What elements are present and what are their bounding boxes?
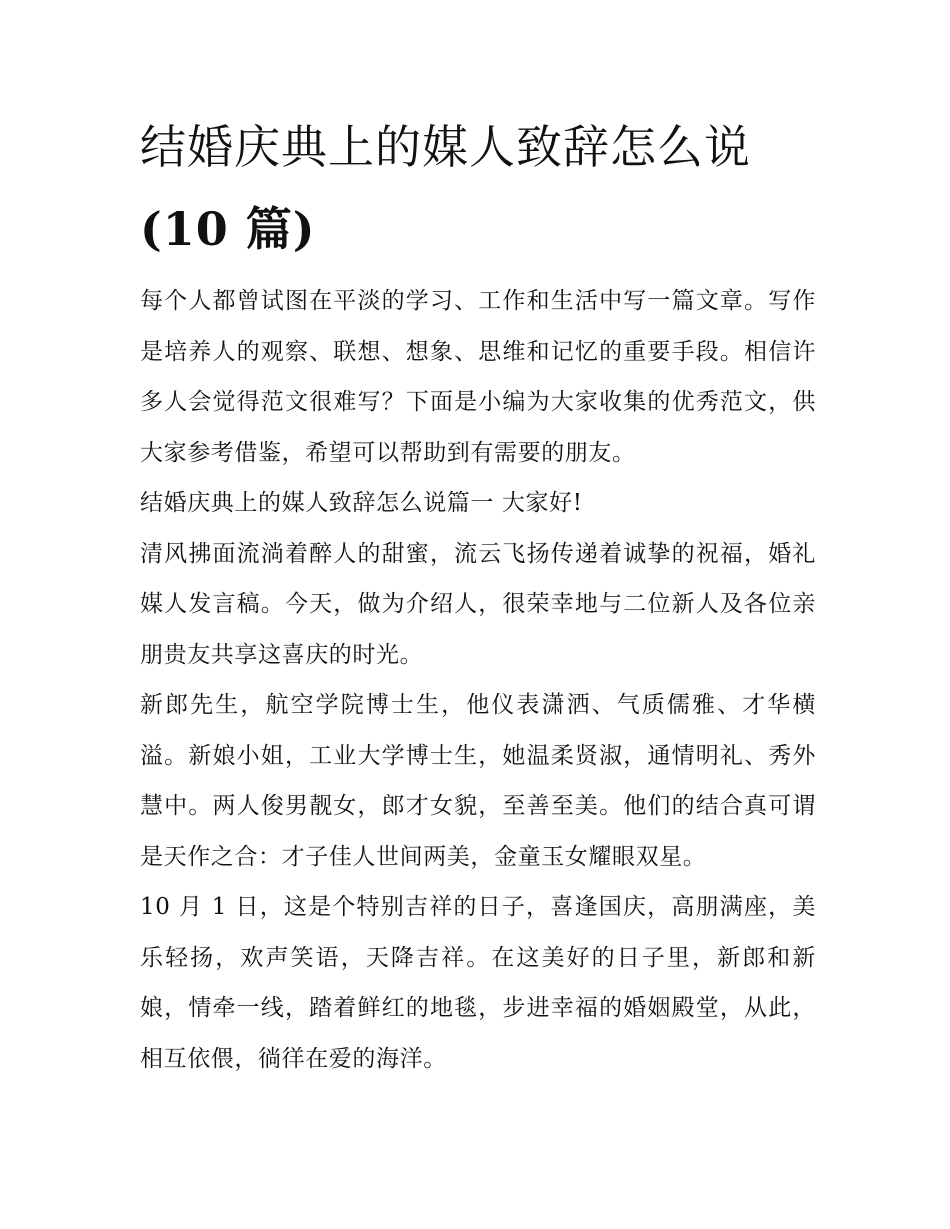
paragraph-couple-intro: 新郎先生，航空学院博士生，他仪表潇洒、气质儒雅、才华横溢。新娘小姐，工业大学博士生，她温柔贤淑，通情明礼、秀外慧中。两人俊男靓女，郎才女貌，至善至美。他们的结合真可谓是天作之合：才子佳人世间两美，金童玉女耀眼双星。 (140, 692, 816, 870)
document-title (140, 106, 840, 270)
title-line-2: (10 篇) (140, 202, 316, 256)
document-body (140, 276, 816, 1084)
paragraph-greeting: 清风拂面流淌着醉人的甜蜜，流云飞扬传递着诚挚的祝福，婚礼媒人发言稿。今天，做为介绍人，很荣幸地与二位新人及各位亲朋贵友共享这喜庆的时光。 (140, 540, 816, 668)
paragraph-intro: 每个人都曾试图在平淡的学习、工作和生活中写一篇文章。写作是培养人的观察、联想、想象、思维和记忆的重要手段。相信许多人会觉得范文很难写？下面是小编为大家收集的优秀范文，供大家参考借鉴，希望可以帮助到有需要的朋友。 (140, 288, 816, 466)
paragraph-wedding-day: 10 月 1 日，这是个特别吉祥的日子，喜逢国庆，高朋满座，美乐轻扬，欢声笑语，天降吉祥。在这美好的日子里，新郎和新娘，情牵一线，踏着鲜红的地毯，步进幸福的婚姻殿堂，从此，相互依偎，徜徉在爱的海洋。 (140, 894, 816, 1072)
title-line-1: 结婚庆典上的媒人致辞怎么说 (140, 120, 751, 174)
paragraph-section-heading: 结婚庆典上的媒人致辞怎么说篇一 大家好! (140, 490, 583, 516)
